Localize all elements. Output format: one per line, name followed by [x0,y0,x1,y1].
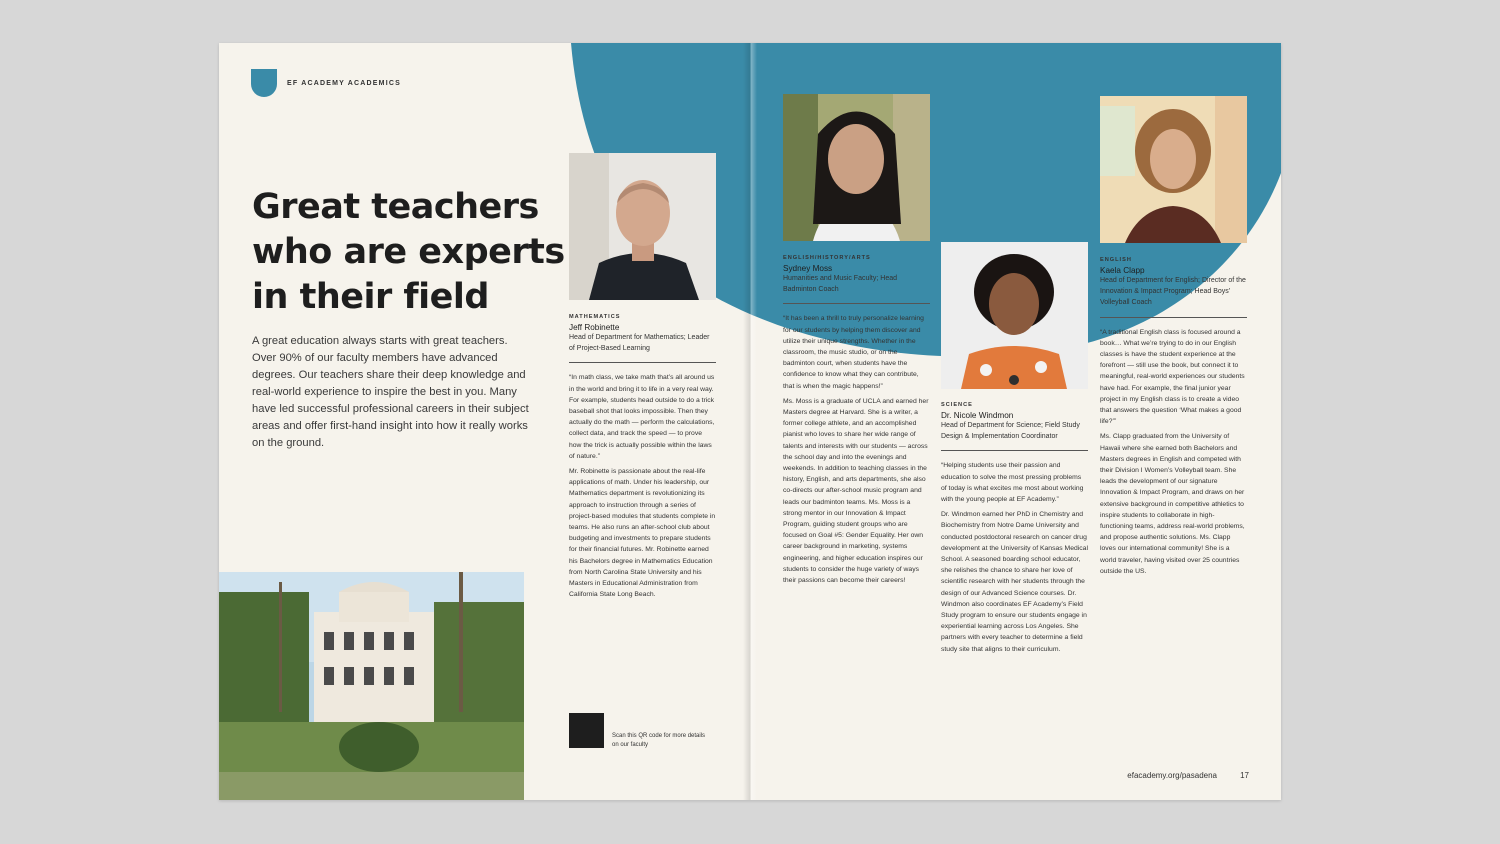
teacher-bio: Dr. Windmon earned her PhD in Chemistry and Biochemistry from Notre Dame University and conducted postdoctoral research on cancer drug development at the University of Kansas Medical School. A seasoned boarding school educator, she relishes the chance to share her love of scientific research with her students through the design of our Advanced Science courses. Dr. Windmon also coordinates EF Academy’s Field Study program to ensure our students engage in experiential learning across Los Angeles. She partners with every teacher to determine a field study site that aligns to their curriculum. [941,511,1088,653]
teacher-name: Sydney Moss [783,264,833,273]
teacher-bio: Ms. Clapp graduated from the University of Hawaii where she earned both Bachelors and Masters degrees in English and competed with their Division I Women’s Volleyball team. She leads the development of our signature Innovation & Impact Program, and draws on her extensive background in competitive athletics to inspire students to collaborate in high-functioning teams, address real-world problems, and propose authentic solutions. Ms. Clapp loves our international community! She is a world traveler, having visited over 25 countries outside the US. [1100,433,1245,575]
page-number: 17 [1240,771,1249,780]
teacher-quote: “Helping students use their passion and education to solve the most pressing problems of today is what excites me most about working with the young people at EF Academy.” [941,462,1084,504]
teacher-name: Kaela Clapp [1100,266,1145,275]
teacher-block [569,314,716,600]
magazine-spread [219,43,1281,800]
teacher-quote: “In math class, we take math that’s all around us in the world and bring it to life in a very real way. For example, students head outside to do a trick baseball shot that looks impossible. Then they actually do the math — perform the calculations, collect data, and track the speed — to prove how the trick is actually possible within the laws of nature.” [569,374,715,460]
headline-line: Great teachers [252,187,539,227]
headline-line: who are experts [252,232,565,272]
teacher-title: Humanities and Music Faculty; Head Badminton Coach [783,275,897,294]
divider [569,362,716,363]
teacher-photo-kaela-clapp [1100,96,1247,243]
teacher-block [783,255,930,586]
brand-label: EF ACADEMY ACADEMICS [287,79,401,87]
qr-code[interactable] [569,713,604,748]
teacher-role: ENGLISH [1100,257,1132,263]
footer-url[interactable]: efacademy.org/pasadena [1127,771,1217,780]
intro-paragraph: A great education always starts with great teachers. Over 90% of our faculty members have advanced degrees. Our teachers share their deep knowledge and real-world experience to inspire the best in you. Many have led successful professional careers in their subject areas and offer first-hand insight into how it really works on the ground. [252,335,529,449]
teacher-name: Jeff Robinette [569,323,620,332]
teacher-title: Head of Department for Mathematics; Leader of Project-Based Learning [569,334,710,353]
teacher-quote: “A traditional English class is focused around a book… What we’re trying to do in our English classes is have the student experience at the forefront — still use the book, but connect it to meaningful, real-world experiences our students have had. For example, the final junior year project in my English class is to create a video that answers the question ‘What makes a good life?’” [1100,328,1245,426]
brand-header [251,69,401,97]
divider [1100,317,1247,318]
page-headline [252,185,572,320]
teacher-title: Head of Department for English; Director of the Innovation & Impact Program; Head Boys’ Volleyball Coach [1100,277,1246,307]
divider [783,303,930,304]
teacher-title: Head of Department for Science; Field Study Design & Implementation Coordinator [941,422,1080,441]
teacher-role: SCIENCE [941,402,973,408]
qr-caption: Scan this QR code for more details on our faculty [612,733,706,748]
headline-line: in their field [252,277,489,317]
teacher-name: Dr. Nicole Windmon [941,411,1014,420]
teacher-block [941,402,1088,655]
teacher-role: MATHEMATICS [569,314,621,320]
teacher-photo-nicole-windmon [941,242,1088,389]
right-page [750,43,1281,800]
teacher-bio: Mr. Robinette is passionate about the real-life applications of math. Under his leadership, our Mathematics department is revolutionizing its approach to instruction through a series of project-based modules that students complete in teams. He also runs an after-school club about budgeting and investments to prepare students for their financial futures. Mr. Robinette earned his Bachelors degree in Mathematics Education from North Carolina State University and his Masters in Educational Administration from California State Long Beach. [569,468,716,599]
teacher-role: ENGLISH/HISTORY/ARTS [783,255,871,261]
left-page [219,43,750,800]
teacher-quote: “It has been a thrill to truly personalize learning for our students by helping them discover and utilize their unique strengths. Whether in the classroom, the music studio, or on the badminton court, when students have the confidence to know what they can contribute, that is when the magic happens!” [783,315,924,390]
divider [941,450,1088,451]
brand-logo-icon [251,69,277,97]
teacher-photo-sydney-moss [783,94,930,241]
campus-building-photo [219,572,524,800]
teacher-bio: Ms. Moss is a graduate of UCLA and earned her Masters degree at Harvard. She is a writer, a former college athlete, and an accomplished pianist who loves to share her wide range of talents and interests with our students — across the school day and into the evenings and weekends. In addition to teaching classes in the history, English, and arts departments, she also co-directs our after-school music program and leads our badminton teams. Ms. Moss is a strong mentor in our Innovation & Impact Program, guiding student groups who are focused on Goal #5: Gender Equality. Her own career background in marketing, systems engineering, and higher education inspires our students to consider the huge variety of ways their passions can become their careers! [783,397,929,585]
teacher-photo-jeff-robinette [569,153,716,300]
teacher-block [1100,257,1247,577]
